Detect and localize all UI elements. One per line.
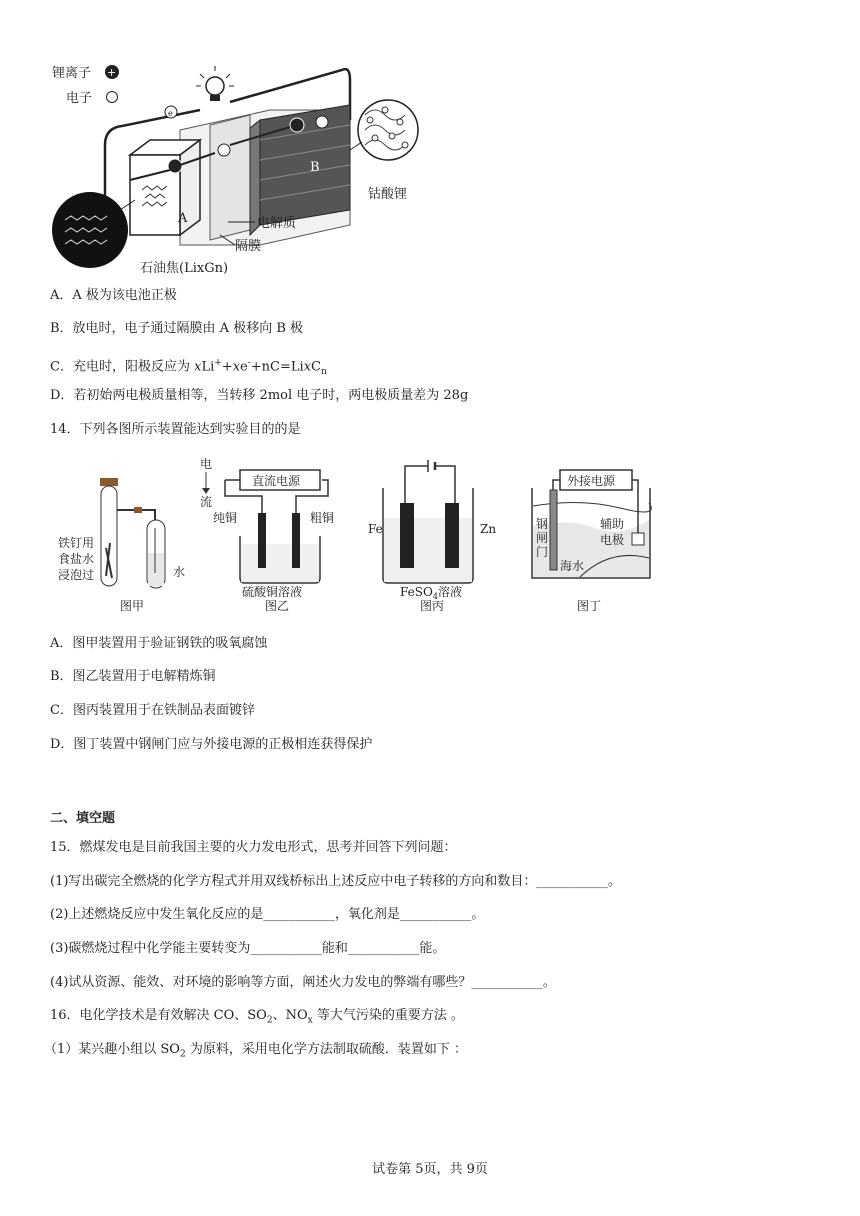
fig4-gate-2: 闸 <box>536 531 549 545</box>
fig2-current-2: 流 <box>200 495 213 509</box>
fig3-apparatus <box>383 460 473 583</box>
fig2-caption: 图乙 <box>265 599 290 613</box>
legend-li-label: 锂离子 <box>52 66 92 81</box>
q13-option-d: D．若初始两电极质量相等，当转移 2mol 电子时，两电极质量差为 28g <box>50 388 469 403</box>
fig1-water: 水 <box>173 565 186 579</box>
q16-part-1: （1）某兴趣小组以 $SO_2$ 为原料，采用电化学方法制取硫酸．装置如下 ： <box>44 1042 467 1060</box>
battery-diagram <box>50 50 430 280</box>
fig3-zn: Zn <box>480 522 497 536</box>
q15-part-3: (3)碳燃烧过程中化学能主要转变为___________能和___________能。 <box>50 941 446 956</box>
electrolyte-label: 电解质 <box>257 216 297 231</box>
lightbulb-icon <box>196 66 234 101</box>
electron-e-text: e <box>168 109 173 118</box>
li-plus-sign: + <box>107 66 117 79</box>
section-title: 二、填空题 <box>50 811 116 826</box>
electron-marker-a <box>218 144 230 156</box>
separator-label: 隔膜 <box>235 239 262 254</box>
fig4-aux-2: 电极 <box>600 533 625 547</box>
fig4-aux-1: 辅助 <box>600 517 625 531</box>
fig1-caption: 图甲 <box>120 599 145 613</box>
fig2-pure: 纯铜 <box>213 511 238 525</box>
label-b: B <box>310 160 320 175</box>
fig3-solution: FeSO$_4$溶液 <box>400 585 462 601</box>
page-footer: 试卷第 5页，共 9页 <box>372 1162 488 1177</box>
label-a: A <box>178 211 188 226</box>
q14-figures <box>50 448 670 618</box>
fig4-sea: 海水 <box>560 559 585 573</box>
q13-option-c: C．充电时，阳极反应为 xLi++xe-+nC=LixC$_n$ <box>50 358 327 377</box>
electrode-a <box>130 140 200 235</box>
fig1-label-2: 食盐水 <box>58 552 95 566</box>
legend-e-label: 电子 <box>66 91 93 106</box>
cobalt-label: 钴酸锂 <box>368 187 408 202</box>
q13-option-b: B．放电时，电子通过隔膜由 A 极移向 B 极 <box>50 321 304 336</box>
q14-option-b: B．图乙装置用于电解精炼铜 <box>50 669 216 684</box>
fig2-crude: 粗铜 <box>310 511 335 525</box>
fig1-label-1: 铁钉用 <box>58 536 95 550</box>
electron-marker-b <box>316 116 328 128</box>
fig2-current-1: 电 <box>200 457 213 471</box>
fig4-gate-3: 门 <box>536 545 549 559</box>
fig1-label-3: 浸泡过 <box>58 568 95 582</box>
graphite-inset <box>52 192 128 268</box>
q14-option-d: D．图丁装置中钢闸门应与外接电源的正极相连获得保护 <box>50 737 373 752</box>
electron-icon <box>107 92 118 103</box>
q14-option-a: A．图甲装置用于验证钢铁的吸氧腐蚀 <box>50 636 268 651</box>
q14-stem: 14．下列各图所示装置能达到实验目的的是 <box>50 422 301 437</box>
fig2-power: 直流电源 <box>252 474 301 488</box>
q15-stem: 15．燃煤发电是目前我国主要的火力发电形式，思考并回答下列问题： <box>50 840 457 855</box>
anode-label: 石油焦(LixGn) <box>140 261 229 276</box>
q14-option-c: C．图丙装置用于在铁制品表面镀锌 <box>50 703 255 718</box>
q16-stem: 16．电化学技术是有效解决 CO、$SO_2$、$NO_x$ 等大气污染的重要方法 。 <box>50 1008 464 1026</box>
fig2-solution: 硫酸铜溶液 <box>242 585 303 599</box>
q15-part-4: (4)试从资源、能效、对环境的影响等方面，阐述火力发电的弊端有哪些？___________。 <box>50 975 556 990</box>
separator-region <box>210 115 250 240</box>
q13-option-a: A．A 极为该电池正极 <box>50 288 177 303</box>
fig3-caption: 图丙 <box>420 599 445 613</box>
fig4-power: 外接电源 <box>567 474 616 488</box>
li-ion-marker <box>290 118 304 132</box>
q15-part-1: (1)写出碳完全燃烧的化学方程式并用双线桥标出上述反应中电子转移的方向和数目：___________。 <box>50 874 621 889</box>
fig1-apparatus <box>100 478 165 588</box>
q15-part-2: (2)上述燃烧反应中发生氧化反应的是___________，氧化剂是___________。 <box>50 907 485 922</box>
fig4-caption: 图丁 <box>577 599 602 613</box>
fig4-gate-1: 钢 <box>536 517 549 531</box>
fig3-fe: Fe <box>368 522 383 536</box>
